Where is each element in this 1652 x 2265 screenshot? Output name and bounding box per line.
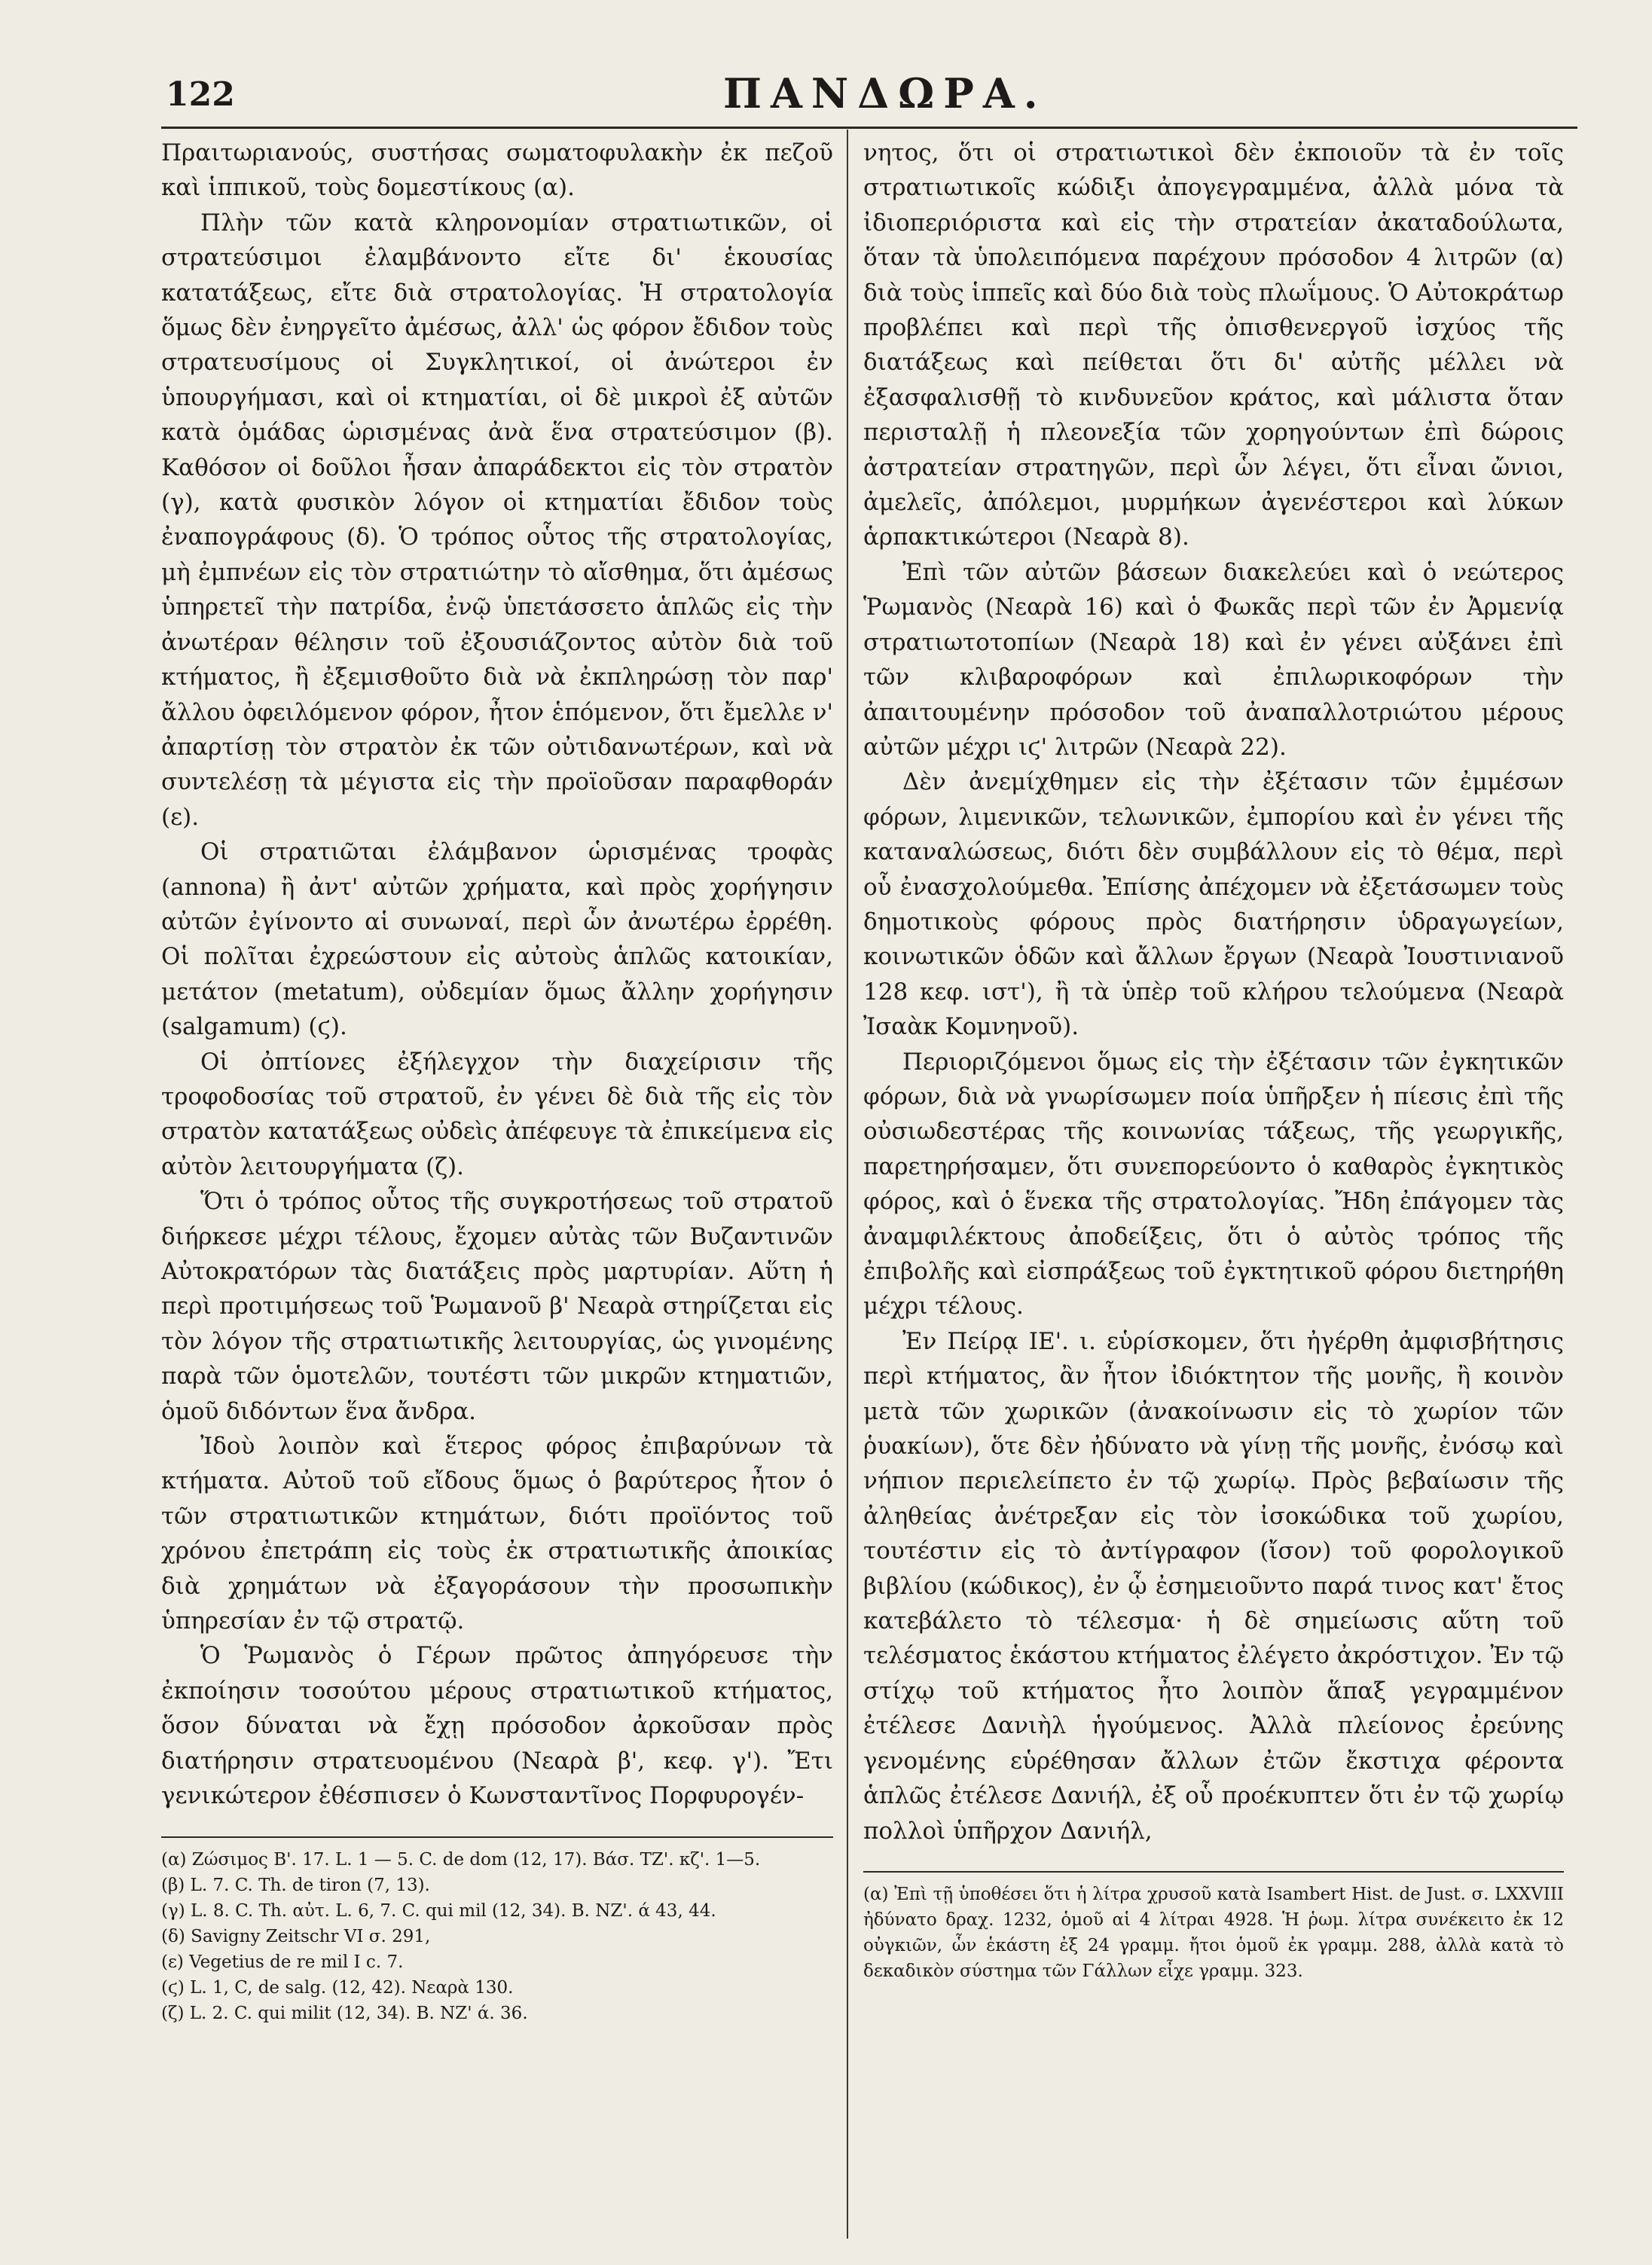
paragraph: Ἰδοὺ λοιπὸν καὶ ἕτερος φόρος ἐπιβαρύνων τὰ κτήματα. Αὐτοῦ τοῦ εἴδους ὅμως ὁ βαρύτερος ἦτον ὁ τῶν στρατιωτικῶν κτημάτων, διότι προϊόντος τοῦ χρόνου ἐπετράπη εἰς τοὺς ἐκ στρατιωτικῆς ἀποικίας διὰ χρημάτων νὰ ἐξαγοράσουν τὴν προσωπικὴν ὑπηρεσίαν ἐν τῷ στρατῷ.: [161, 1433, 833, 1635]
right-column: [863, 136, 1564, 1984]
footnote-rule: [161, 1836, 833, 1838]
paragraph: Ὅτι ὁ τρόπος οὗτος τῆς συγκροτήσεως τοῦ στρατοῦ διήρκεσε μέχρι τέλους, ἔχομεν αὐτὰς τῶν Βυζαντινῶν Αὐτοκρατόρων τὰς διατάξεις πρὸς μαρτυρίαν. Αὕτη ἡ περὶ προτιμήσεως τοῦ Ῥωμανοῦ β' Νεαρὰ στηρίζεται εἰς τὸν λόγον τῆς στρατιωτικῆς λειτουργίας, ὡς γινομένης παρὰ τῶν ὁμοτελῶν, τουτέστι τῶν μικρῶν κτηματιῶν, ὁμοῦ διδόντων ἕνα ἄνδρα.: [161, 1188, 833, 1425]
footnote: (γ) L. 8. C. Th. αὐτ. L. 6, 7. C. qui mil (12, 34). Β. ΝΖ'. ά 43, 44.: [161, 1900, 716, 1921]
footnotes: [161, 1847, 833, 2026]
footnote: (ϛ) L. 1, C, de salg. (12, 42). Νεαρὰ 130.: [161, 1977, 514, 1998]
paragraph: Πραιτωριανούς, συστήσας σωματοφυλακὴν ἐκ πεζοῦ καὶ ἱππικοῦ, τοὺς δομεστίκους (α).: [161, 139, 833, 202]
header-rule: [161, 127, 1577, 129]
paragraph: Περιοριζόμενοι ὅμως εἰς τὴν ἐξέτασιν τῶν ἐγκητικῶν φόρων, διὰ νὰ γνωρίσωμεν ποία ὑπῆρξεν ἡ πίεσις ἐπὶ τῆς οὐσιωδεστέρας τῆς κοινωνίας τάξεως, τῆς γεωργικῆς, παρετηρήσαμεν, ὅτι συνεπορεύοντο ὁ καθαρὸς ἐγκητικὸς φόρος, καὶ ὁ ἕνεκα τῆς στρατολογίας. Ἤδη ἐπάγομεν τὰς ἀναμφιλέκτους ἀποδείξεις, ὅτι ὁ αὐτὸς τρόπος τῆς ἐπιβολῆς καὶ εἰσπράξεως τοῦ ἐγκτητικοῦ φόρου διετηρήθη μέχρι τέλους.: [863, 1048, 1564, 1320]
page-number: 122: [166, 75, 235, 114]
footnotes: [863, 1882, 1564, 1984]
paragraph: Ὁ Ῥωμανὸς ὁ Γέρων πρῶτος ἀπηγόρευσε τὴν ἐκποίησιν τοσούτου μέρους στρατιωτικοῦ κτήματος, ὅσον δύναται νὰ ἔχῃ πρόσοδον ἀρκοῦσαν πρὸς διατήρησιν στρατευομένου (Νεαρὰ β', κεφ. γ'). Ἔτι γενικώτερον ἐθέσπισεν ὁ Κωνσταντῖνος Πορφυρογέν-: [161, 1642, 833, 1810]
paragraph: Πλὴν τῶν κατὰ κληρονομίαν στρατιωτικῶν, οἱ στρατεύσιμοι ἐλαμβάνοντο εἴτε δι' ἑκουσίας κατατάξεως, εἴτε διὰ στρατολογίας. Ἡ στρατολογία ὅμως δὲν ἐνηργεῖτο ἀμέσως, ἀλλ' ὡς φόρον ἔδιδον τοὺς στρατευσίμους οἱ Συγκλητικοί, οἱ ἀνώτεροι ἐν ὑπουργήμασι, καὶ οἱ κτηματίαι, οἱ δὲ μικροὶ ἐξ αὐτῶν κατὰ ὁμάδας ὡρισμένας ἀνὰ ἕνα στρατεύσιμον (β). Καθόσον οἱ δοῦλοι ἦσαν ἀπαράδεκτοι εἰς τὸν στρατὸν (γ), κατὰ φυσικὸν λόγον οἱ κτηματίαι ἔδιδον τοὺς ἐναπογράφους (δ). Ὁ τρόπος οὗτος τῆς στρατολογίας, μὴ ἐμπνέων εἰς τὸν στρατιώτην τὸ αἴσθημα, ὅτι ἀμέσως ὑπηρετεῖ τὴν πατρίδα, ἐνῷ ὑπετάσσετο ἁπλῶς εἰς τὴν ἀνωτέραν θέλησιν τοῦ ἐξουσιάζοντος αὐτὸν διὰ τοῦ κτήματος, ἢ ἐξεμισθοῦτο διὰ νὰ ἐκπληρώσῃ τὸν παρ' ἄλλου ὀφειλόμενον φόρον, ἦτον ἑπόμενον, ὅτι ἔμελλε ν' ἀπαρτίσῃ τὸν στρατὸν ἐκ τῶν οὐτιδανωτέρων, καὶ νὰ συντελέσῃ τὰ μέγιστα εἰς τὴν προϊοῦσαν παραφθοράν (ε).: [161, 209, 833, 831]
footnote: (ε) Vegetius de re mil I c. 7.: [161, 1952, 404, 1972]
paragraph: Ἐπὶ τῶν αὐτῶν βάσεων διακελεύει καὶ ὁ νεώτερος Ῥωμανὸς (Νεαρὰ 16) καὶ ὁ Φωκᾶς περὶ τῶν ἐν Ἀρμενίᾳ στρατιωτοτοπίων (Νεαρὰ 18) καὶ ἐν γένει αὐξάνει ἐπὶ τῶν κλιβαροφόρων καὶ ἐπιλωρικοφόρων τὴν ἀπαιτουμένην πρόσοδον τοῦ ἀναπαλλοτριώτου μέρους αὐτῶν μέχρι ιϛ' λιτρῶν (Νεαρὰ 22).: [863, 558, 1564, 761]
paragraph: Οἱ στρατιῶται ἐλάμβανον ὡρισμένας τροφὰς (annona) ἢ ἀντ' αὐτῶν χρήματα, καὶ πρὸς χορήγησιν αὐτῶν ἐγίνοντο αἱ συνωναί, περὶ ὧν ἀνωτέρω ἐρρέθη. Οἱ πολῖται ἐχρεώστουν εἰς αὐτοὺς ἁπλῶς κατοικίαν, μετάτον (metatum), οὐδεμίαν ὅμως ἄλλην χορήγησιν (salgamum) (ϛ).: [161, 838, 833, 1041]
footnote: (α) Ζώσιμος Β'. 17. L. 1 — 5. C. de dom (12, 17). Βάσ. ΤΖ'. κζ'. 1—5.: [161, 1849, 761, 1870]
left-column: [161, 136, 833, 2026]
footnote: (ζ) L. 2. C. qui milit (12, 34). Β. ΝΖ' ά. 36.: [161, 2003, 528, 2023]
paragraph: Ἐν Πείρᾳ ΙΕ'. ι. εὑρίσκομεν, ὅτι ἠγέρθη ἀμφισβήτησις περὶ κτήματος, ἂν ἦτον ἰδιόκτητον τῆς μονῆς, ἢ κοινὸν μετὰ τῶν χωρικῶν (ἀνακοίνωσιν εἰς τὸ χωρίον τῶν ῥυακίων), ὅτε δὲν ἠδύνατο νὰ γίνῃ τῆς μονῆς, ἐνόσῳ καὶ νήπιον περιελείπετο ἐν τῷ χωρίῳ. Πρὸς βεβαίωσιν τῆς ἀληθείας ἀνέτρεξαν εἰς τὸν ἰσοκώδικα τοῦ χωρίου, τουτέστιν εἰς τὸ ἀντίγραφον (ἴσον) τοῦ φορολογικοῦ βιβλίου (κώδικος), ἐν ᾧ ἐσημειοῦντο παρά τινος κατ' ἔτος κατεβάλετο τὸ τέλεσμα· ἡ δὲ σημείωσις αὕτη τοῦ τελέσματος ἑκάστου κτήματος ἐλέγετο ἀκρόστιχον. Ἐν τῷ στίχῳ τοῦ κτήματος ἦτο λοιπὸν ἅπαξ γεγραμμένον ἐτέλεσε Δανιὴλ ἡγούμενος. Ἀλλὰ πλείονος ἐρεύνης γενομένης εὑρέθησαν ἄλλων ἐτῶν ἔκστιχα φέροντα ἁπλῶς ἐτέλεσε Δανιήλ, ἐξ οὗ προέκυπτεν ὅτι ἐν τῷ χωρίῳ πολλοὶ ὑπῆρχον Δανιήλ,: [863, 1327, 1564, 1845]
column-divider: [847, 130, 848, 2239]
paragraph: νητος, ὅτι οἱ στρατιωτικοὶ δὲν ἐκποιοῦν τὰ ἐν τοῖς στρατιωτικοῖς κώδιξι ἀπογεγραμμένα, ἀλλὰ μόνα τὰ ἰδιοπεριόριστα καὶ εἰς τὴν στρατείαν ἀκαταδούλωτα, ὅταν τὰ ὑπολειπόμενα παρέχουν πρόσοδον 4 λιτρῶν (α) διὰ τοὺς ἱππεῖς καὶ δύο διὰ τοὺς πλωΐμους. Ὁ Αὐτοκράτωρ προβλέπει καὶ περὶ τῆς ὀπισθενεργοῦ ἰσχύος τῆς διατάξεως καὶ πείθεται ὅτι δι' αὐτῆς μέλλει νὰ ἐξασφαλισθῇ τὸ κινδυνεῦον κράτος, καὶ μάλιστα ὅταν περισταλῇ ἡ πλεονεξία τῶν χορηγούντων ἐπὶ δώροις ἀστρατείαν στρατηγῶν, περὶ ὧν λέγει, ὅτι εἶναι ὤνιοι, ἀμελεῖς, ἀπόλεμοι, μυρμήκων ἀγενέστεροι καὶ λύκων ἁρπακτικώτεροι (Νεαρὰ 8).: [863, 139, 1564, 551]
footnote-rule: [863, 1871, 1564, 1873]
running-head-title: ΠΑΝΔΩΡΑ.: [723, 69, 1047, 118]
paragraph: Οἱ ὀπτίονες ἐξήλεγχον τὴν διαχείρισιν τῆς τροφοδοσίας τοῦ στρατοῦ, ἐν γένει δὲ διὰ τῆς εἰς τὸν στρατὸν κατατάξεως οὐδεὶς ἀπέφευγε τὰ ἐπικείμενα εἰς αὐτὸν λειτουργήματα (ζ).: [161, 1048, 833, 1180]
footnote: (β) L. 7. C. Th. de tiron (7, 13).: [161, 1875, 430, 1895]
paragraph: Δὲν ἀνεμίχθημεν εἰς τὴν ἐξέτασιν τῶν ἐμμέσων φόρων, λιμενικῶν, τελωνικῶν, ἐμπορίου καὶ ἐν γένει τῆς καταναλώσεως, διότι δὲν συμβάλλουν εἰς τὸ θέμα, περὶ οὗ ἐνασχολούμεθα. Ἐπίσης ἀπέχομεν νὰ ἐξετάσωμεν τοὺς δημοτικοὺς φόρους πρὸς διατήρησιν ὑδραγωγείων, κοινωτικῶν ὁδῶν καὶ ἄλλων ἔργων (Νεαρὰ Ἰουστινιανοῦ 128 κεφ. ιστ'), ἢ τὰ ὑπὲρ τοῦ κλήρου τελούμενα (Νεαρὰ Ἰσαὰκ Κομνηνοῦ).: [863, 768, 1564, 1041]
footnote: (α) Ἐπὶ τῇ ὑποθέσει ὅτι ἡ λίτρα χρυσοῦ κατὰ Isambert Hist. de Just. σ. LXXVIII ἠδύνατο δραχ. 1232, ὁμοῦ αἱ 4 λίτραι 4928. Ἡ ῥωμ. λίτρα συνέκειτο ἐκ 12 οὐγκιῶν, ὧν ἑκάστη ἐξ 24 γραμμ. ἤτοι ὁμοῦ ἐκ γραμμ. 288, ἀλλὰ κατὰ τὸ δεκαδικὸν σύστημα τῶν Γάλλων εἶχε γραμμ. 323.: [863, 1884, 1564, 1981]
footnote: (δ) Savigny Zeitschr VI σ. 291,: [161, 1926, 431, 1946]
